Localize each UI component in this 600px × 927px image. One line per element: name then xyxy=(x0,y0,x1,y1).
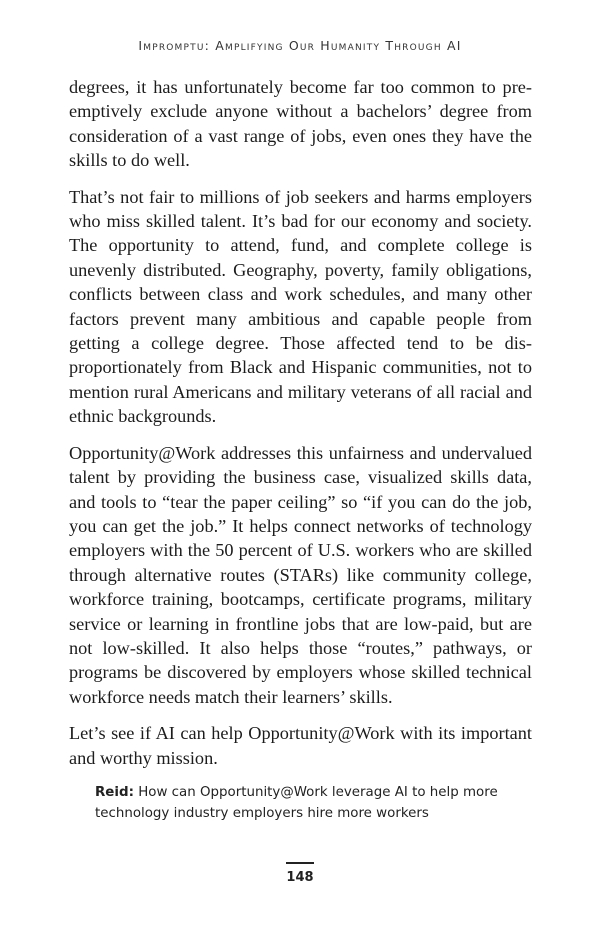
paragraph: Opportunity@Work addresses this unfairness and undervalued talent by providing the business case, visualized skills data, and tools to “tear the paper ceiling” so “if you can do the job, you can get the job.” It helps connect networks of technology employers with the 50 percent of U.S. workers who are skilled through alternative routes (STARs) like community college, workforce training, bootcamps, certificate programs, military service or learning in frontline jobs that are low-paid, but are not low-skilled. It also helps those “routes,” pathways, or programs be discovered by employers whose skilled technical workforce needs match their learners’ skills. xyxy=(69,442,532,707)
paragraph: That’s not fair to millions of job seekers and harms employers who miss skilled talent. It’s bad for our economy and society. The opportunity to attend, fund, and complete college is unevenly distributed. Geography, poverty, family obligations, conflicts between class and work schedules, and many other factors prevent many ambitious and capable people from getting a college degree. Those affected tend to be disproportionately from Black and Hispanic communities, not to mention rural Americans and military veterans of all racial and ethnic backgrounds. xyxy=(69,186,532,427)
page-number: 148 xyxy=(286,869,314,885)
running-header: Impromptu: Amplifying Our Humanity Through AI xyxy=(138,38,462,53)
prompt-text: How can Opportunity@Work leverage AI to help more technology industry employers hire more workers xyxy=(95,784,498,821)
speaker-label: Reid: xyxy=(95,784,134,800)
paragraph: degrees, it has unfortunately become far too common to preemptively exclude anyone without a bachelors’ degree from consideration of a vast range of jobs, even ones they have the skills to do well. xyxy=(69,77,532,171)
paragraph: Let’s see if AI can help Opportunity@Work with its important and worthy mission. xyxy=(69,723,532,768)
page-footer xyxy=(0,862,600,885)
footer-divider xyxy=(286,862,314,864)
dialogue-prompt xyxy=(95,782,515,824)
page-body xyxy=(69,75,532,824)
